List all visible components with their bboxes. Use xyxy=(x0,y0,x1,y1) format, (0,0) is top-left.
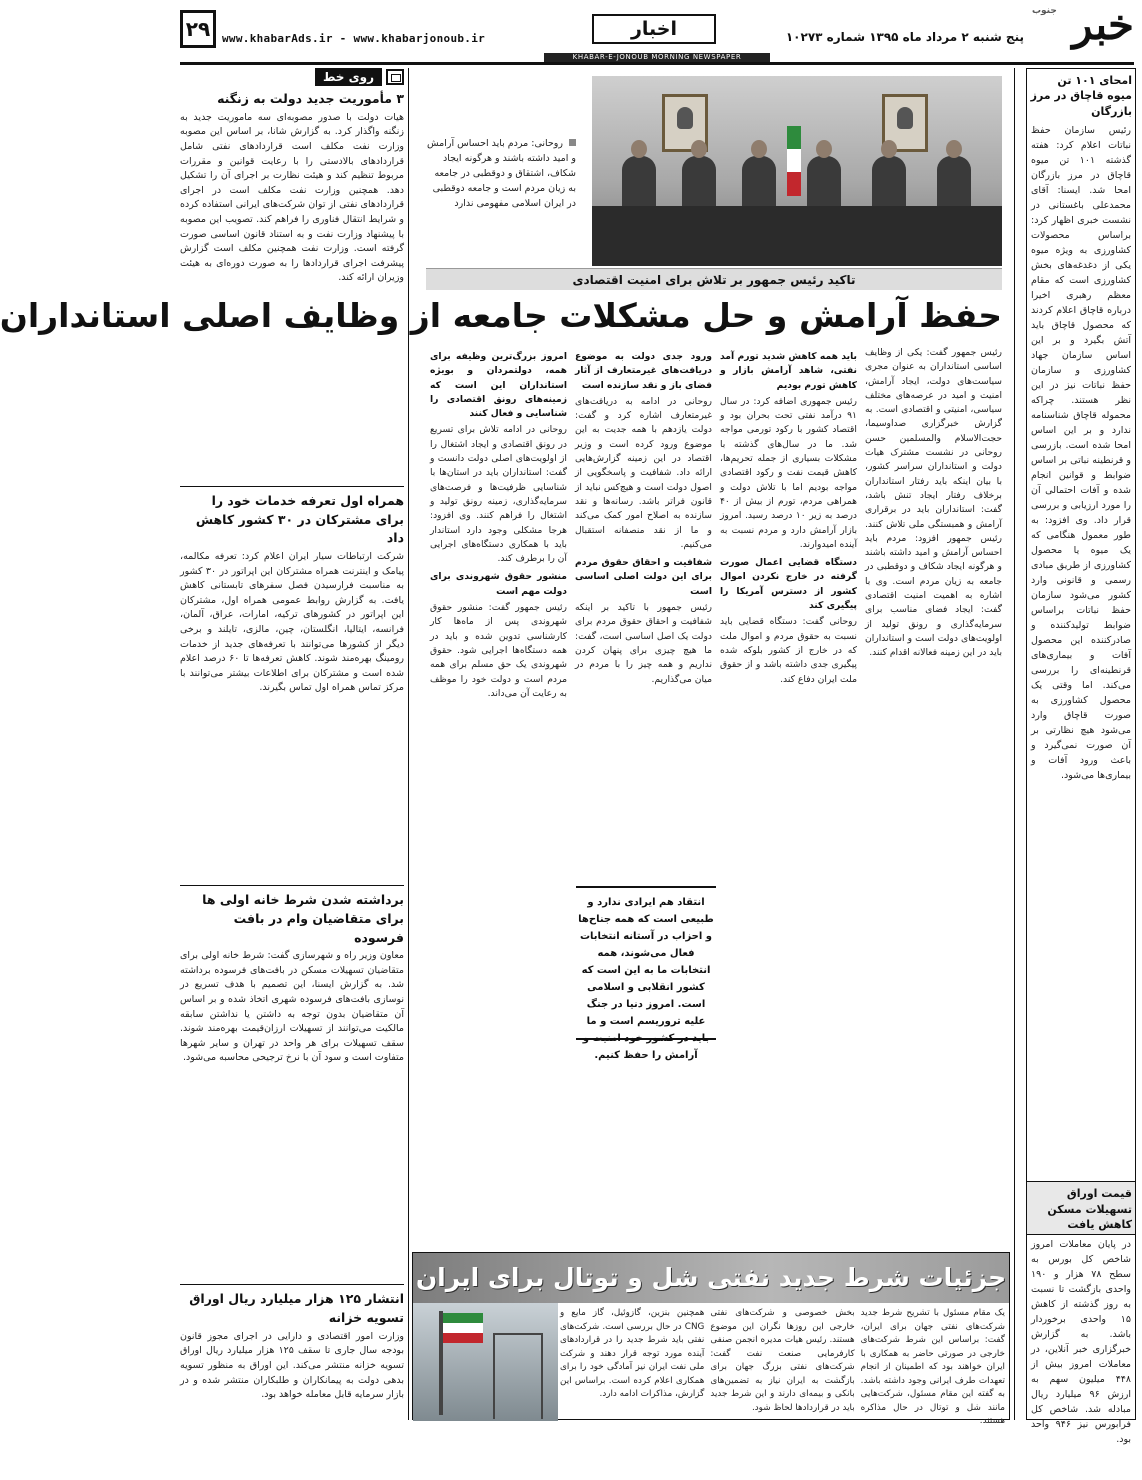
column-text: روحانی گفت: دستگاه قضایی باید نسبت به حقوق مردم و اموال ملت که در خارج از کشور بلوکه شده پیگیری جدی داشته باشد و از حقوق ملت ایران دفاع کند. xyxy=(720,616,857,685)
story-headline: حفظ آرامش و حل مشکلات جامعه از وظایف اصلی استانداران xyxy=(0,296,1002,335)
logo-subtext: جنوب xyxy=(1032,6,1057,16)
sidebar-story-body: رئیس سازمان حفظ نباتات اعلام کرد: هفته گذشته ۱۰۱ تن میوه قاچاق در مرز بازرگان امحا شد. ایسنا: آقای محمدعلی باغستانی در نشست خبری اظهار کرد: براساس محصولات کشاورزی به ویژه میوه یکی از دغدغه‌های بخش کشاورزی است که مقام معظم رهبری اخیرا درباره قاچاق اعلام کردند که محصول قاچاق باید آتش بگیرد و بر این اساس سازمان جهاد کشاورزی و سازمان حفظ نباتات نیز در این نظر هستند. چراکه محموله قاچاق شناسنامه ندارد و بر این اساس امحا شده است. بازرسی و قرنطینه نباتی بر اساس ضوابط و قوانین انجام شده و آفات احتمالی آن را مورد ارزیابی و بررسی قرار داد. وی افزود: به طور معمول هنگامی که یک میوه یا محصول کشاورزی از طریق مبادی رسمی و قانونی وارد کشور می‌شود سازمان حفظ نباتات براساس ضوابط تولیدکننده و صادرکننده این محصول آفات و بیماری‌های قرنطینه‌ای را بررسی می‌کند. اما وقتی یک محصول کشاورزی به صورت قاچاق وارد می‌شود هیچ نظارتی بر آن صورت نمی‌گیرد و باعث ورود آفات و بیماری‌ها می‌شود. xyxy=(1031,125,1132,782)
logo-text: خبر xyxy=(1072,0,1134,49)
sidebar-news xyxy=(1026,68,1136,1446)
column-divider xyxy=(1014,68,1015,1420)
column-text: روحانی در ادامه به دریافت‌های غیرمتعارف اشاره کرد و گفت: دولت یازدهم با همه جدیت به این موضوع ورود کرده است و وزیر اقتصاد در این زمینه گزارش‌هایی ارائه داد. شفافیت و پاسخگویی از اصول دولت است و هیچ‌کس نباید از قانون فراتر باشد. رسانه‌ها و نقد سازنده به اصلاح امور کمک می‌کند و ما از نقد منصفانه استقبال می‌کنیم. xyxy=(575,395,712,550)
story-column xyxy=(865,346,1002,1164)
newspaper-logo xyxy=(1030,0,1134,50)
conference-table xyxy=(592,206,1002,266)
feature-column: همچنین بنزین، گازوئیل، گاز مایع و CNG در حال بررسی است. شرکت‌های نفتی باید شرط جدید را در قراردادهای آینده مورد توجه قرار دهند و شرکت ملی نفت ایران نیز آمادگی خود را برای همکاری اعلام کرده است. براساس این گزارش، مذاکرات ادامه دارد. xyxy=(560,1308,705,1399)
subheading: شفافیت و احقاق حقوق مردم برای این دولت اصلی اساسی است xyxy=(575,557,712,597)
story-body: معاون وزیر راه و شهرسازی گفت: شرط خانه اولی برای متقاضیان تسهیلات مسکن در بافت‌های فرسوده برداشته شد. به گزارش ایسنا، این تصمیم با هدف تسریع در نوسازی بافت‌های فرسوده شهری اتخاذ شده و بر اساس آن متقاضیان بدون توجه به داشتن یا نداشتن سابقه مالکیت می‌توانند از تسهیلات ارزان‌قیمت بهره‌مند شوند. سقف تسهیلات برای هر واحد در تهران و سایر شهرها متفاوت است و سود آن با نرخ ترجیحی محاسبه می‌شود. xyxy=(180,950,404,1064)
subheading: امروز بزرگ‌ترین وظیفه برای همه، دولتمردان و بویژه استانداران این است که زمینه‌های رونق اقتصادی را شناسایی و فعال کنند xyxy=(430,351,567,420)
masthead xyxy=(172,0,1142,62)
column-text: رئیس جمهور گفت: منشور حقوق شهروندی پس از ماه‌ها کار کارشناسی تدوین شده و باید در همه دستگاه‌ها اجرایی شود. حقوق شهروندی یک حق مسلم برای همه مردم است و دولت خود را موظف به رعایت آن می‌داند. xyxy=(430,602,567,699)
top-divider xyxy=(180,62,1134,65)
photo-caption xyxy=(426,136,576,211)
divider xyxy=(180,1284,404,1285)
divider xyxy=(180,885,404,886)
flag-icon xyxy=(443,1313,483,1343)
divider xyxy=(180,486,404,487)
feature-column: بخش خصوصی و شرکت‌های نفتی خارجی این روزها نگران این موضوع هستند. رئیس هیات مدیره انجمن صنفی کارفرمایی صنعت نفت گفت: شرکت‌های نفتی بزرگ جهان برای بازگشت به ایران نیاز به تضمین‌های بانکی و بیمه‌ای دارند و این شرط جدید باید در قراردادها لحاظ شود. xyxy=(710,1308,855,1413)
section-badge-label: روی خط xyxy=(315,68,382,86)
page-number: ۲۹ xyxy=(180,10,216,48)
story-title: همراه اول تعرفه خدمات خود را برای مشترکان در ۳۰ کشور کاهش داد xyxy=(195,492,404,546)
story-kicker: تاکید رئیس جمهور بر تلاش برای امنیت اقتصادی xyxy=(426,268,1002,290)
oil-facility-photo xyxy=(413,1303,558,1421)
subheading: باید همه کاهش شدید تورم آمد نفتی، شاهد آرامش بازار و کاهش تورم بودیم xyxy=(720,351,857,391)
feature-story xyxy=(412,1252,1010,1426)
left-news-column xyxy=(180,68,404,1420)
story-title: ۳ مأموریت جدید دولت به زنگنه xyxy=(217,91,404,106)
story-body: هیات دولت با صدور مصوبه‌ای سه ماموریت جدید به زنگنه واگذار کرد. به گزارش شانا، بر اساس این مصوبه وزارت نفت مکلف است قراردادهای نفتی شامل قراردادهای بالادستی را با رعایت قوانین و مقررات مربوط تنظیم کند و هیئت نظارت بر اجرای آن را تشکیل دهد. همچنین وزارت نفت مکلف است در اجرای قراردادهای نفتی از توان شرکت‌های ایرانی استفاده کرده و شرایط انتقال فناوری را فراهم کند. تصویب این مصوبه با پیشنهاد وزارت نفت و به استناد قانون اساسی صورت گرفته است. وزارت نفت همچنین مکلف است گزارش پیشرفت اجرای قراردادها را به صورت دوره‌ای به هیئت وزیران ارائه کند. xyxy=(180,111,404,284)
story-column xyxy=(720,346,857,1164)
column-text: روحانی در ادامه تلاش برای تسریع در رونق اقتصادی و ایجاد اشتغال را از اولویت‌های اصلی دولت دانست و گفت: استانداران باید در استان‌ها با شناسایی ظرفیت‌ها و فرصت‌های سرمایه‌گذاری، زمینه رونق تولید و اشتغال را فراهم کنند. وی افزود: هرجا مشکلی وجود دارد استاندار باید با همکاری دستگاه‌های اجرایی آن را برطرف کند. xyxy=(430,424,567,565)
flag-icon xyxy=(787,126,801,196)
oil-rig xyxy=(493,1333,543,1419)
story-columns xyxy=(426,346,1002,1164)
cabinet-meeting-photo xyxy=(592,76,1002,266)
photo-caption-text: روحانی: مردم باید احساس آرامش و امید داشته باشند و هرگونه ایجاد شکاف، اشتقاق و دوقطبی در جامعه به زیان مردم است و جامعه دوقطبی در ایران اسلامی مفهومی ندارد xyxy=(427,138,576,209)
column-text: رئیس جمهور گفت: یکی از وظایف اساسی استانداران به عنوان مجری سیاست‌های دولت، ایجاد آرامش، امنیت و امید در عرصه‌های مختلف سیاسی، امنیتی و اقتصادی است. به گزارش خبرگزاری صداوسیما، حجت‌الاسلام والمسلمین حسن روحانی در نشست مشترک هیات دولت و استانداران سراسر کشور، با بیان اینکه باید رفتار استانداران برخلاف رفتار ایجاد تنش باشد، گفت: استانداران باید در برقراری آرامش و همبستگی ملی تلاش کنند. رئیس جمهور افزود: مردم باید احساس آرامش و امید داشته باشند و هرگونه ایجاد شکاف و دوقطبی در جامعه به زیان مردم است. وی با اشاره به اهمیت امنیت اقتصادی گفت: ایجاد فضای مناسب برای سرمایه‌گذاری و رونق تولید از اولویت‌های دولت است و استانداران باید در این زمینه فعالانه اقدام کنند. xyxy=(865,347,1002,659)
story-body: وزارت امور اقتصادی و دارایی در اجرای مجوز قانون بودجه سال جاری تا سقف ۱۲۵ هزار میلیارد ریال اوراق تسویه خزانه منتشر می‌کند. این اوراق به منظور تسویه بدهی دولت به پیمانکاران و طلبکاران منتشر شده و در بازار سرمایه قابل معامله خواهد بود. xyxy=(180,1330,404,1401)
story-title: انتشار ۱۲۵ هزار میلیارد ریال اوراق تسویه خزانه xyxy=(189,1291,404,1325)
story-body: شرکت ارتباطات سیار ایران اعلام کرد: تعرفه مکالمه، پیامک و اینترنت همراه مشترکان این اپراتور در ۳۰ کشور به مناسبت فرارسیدن فصل سفرهای تابستانی کاهش یافت. به گزارش روابط عمومی همراه اول، مشترکان این اپراتور در کشورهای ترکیه، امارات، عراق، آلمان، فرانسه، ایتالیا، انگلستان، چین، مالزی، تایلند و برخی دیگر از کشورها می‌توانند با تعرفه‌های جدید از خدمات رومینگ بهره‌مند شوند. کاهش تعرفه‌ها تا ۶۰ درصد اعلام شده است و مشترکان برای اطلاعات بیشتر می‌توانند با مرکز تماس همراه اول تماس بگیرند. xyxy=(180,551,404,694)
bullet-icon xyxy=(569,139,576,146)
tagline: KHABAR-E-JONOUB MORNING NEWSPAPER xyxy=(544,53,770,62)
website-urls[interactable]: www.khabarAds.ir - www.khabarjonoub.ir xyxy=(222,32,486,45)
feature-columns xyxy=(560,1307,1005,1426)
lead-photo-area xyxy=(426,76,1002,266)
story-title: برداشته شدن شرط خانه اولی ها برای متقاضیان وام در بافت فرسوده xyxy=(202,892,404,945)
news-icon xyxy=(386,69,404,85)
sidebar-story-title: قیمت اوراق تسهیلات مسکن کاهش یافت xyxy=(1027,1181,1135,1235)
section-title: اخبار xyxy=(592,14,716,44)
subheading: ورود جدی دولت به موضوع دریافت‌های غیرمتعارف از آثار فضای باز و نقد سازنده است xyxy=(575,351,712,391)
subheading: منشور حقوق شهروندی برای دولت مهم است xyxy=(430,571,567,597)
column-text: رئیس جمهور با تاکید بر اینکه شفافیت و احقاق حقوق مردم برای دولت یک اصل اساسی است، گفت: ما هیچ چیزی برای پنهان کردن نداریم و همه چیز را با مردم در میان می‌گذاریم. xyxy=(575,602,712,685)
section-badge xyxy=(180,68,404,86)
column-divider xyxy=(408,68,409,1420)
sidebar-story-body: در پایان معاملات امروز شاخص کل بورس به سطح ۷۸ هزار و ۱۹۰ واحدی بازگشت تا نسبت به روز گذشته از کاهش ۱۵ واحدی برخوردار باشد. به گزارش خبرگزاری خبر آنلاین، در معاملات امروز بیش از ۴۴۸ میلیون سهم به ارزش ۹۶ میلیارد ریال مبادله شد. شاخص کل فرابورس نیز ۹۴۶ واحد بود. xyxy=(1031,1239,1132,1446)
feature-column: یک مقام مسئول با تشریح شرط جدید شرکت‌های نفتی جهان برای ایران، گفت: براساس این شرط شرکت‌های خارجی در صورتی حاضر به همکاری با ایران خواهند بود که اطمینان از انجام تعهدات طرف ایرانی وجود داشته باشد. به گفته این مقام مسئول، شرکت‌هایی مانند شل و توتال در حال مذاکره هستند. xyxy=(860,1308,1005,1426)
subheading: دستگاه قضایی اعمال صورت گرفته در خارج نکردن اموال کشور از دسترس آمریکا را پیگیری کند xyxy=(720,557,857,612)
feature-headline: جزئیات شرط جدید نفتی شل و توتال برای ایران xyxy=(413,1253,1009,1303)
sidebar-story-title: امحای ۱۰۱ تن میوه قاچاق در مرز بازرگان xyxy=(1030,74,1132,118)
issue-info: پنج شنبه ۲ مرداد ماه ۱۳۹۵ شماره ۱۰۲۷۳ xyxy=(785,30,1024,44)
story-column xyxy=(430,346,567,1164)
pull-quote: انتقاد هم ایرادی ندارد و طبیعی است که همه جناح‌ها و احزاب در آستانه انتخابات فعال می‌شوند، همه انتخابات ما به این است که کشور انقلابی و اسلامی است. امروز دنیا در جنگ علیه تروریسم است و ما باید در کشور خود امنیت و آرامش را حفظ کنیم. xyxy=(576,886,716,1040)
column-text: رئیس جمهوری اضافه کرد: در سال ۹۱ درآمد نفتی تحت بحران بود و اقتصاد کشور با رکود تورمی مواجه شد. ما در سال‌های گذشته با مشکلات بسیاری از جمله تحریم‌ها، کاهش قیمت نفت و رکود اقتصادی مواجه بودیم اما با تلاش دولت و همراهی مردم، تورم از بیش از ۴۰ درصد به زیر ۱۰ درصد رسید. امروز بازار آرامش دارد و مردم نسبت به آینده امیدوارند. xyxy=(720,395,857,550)
